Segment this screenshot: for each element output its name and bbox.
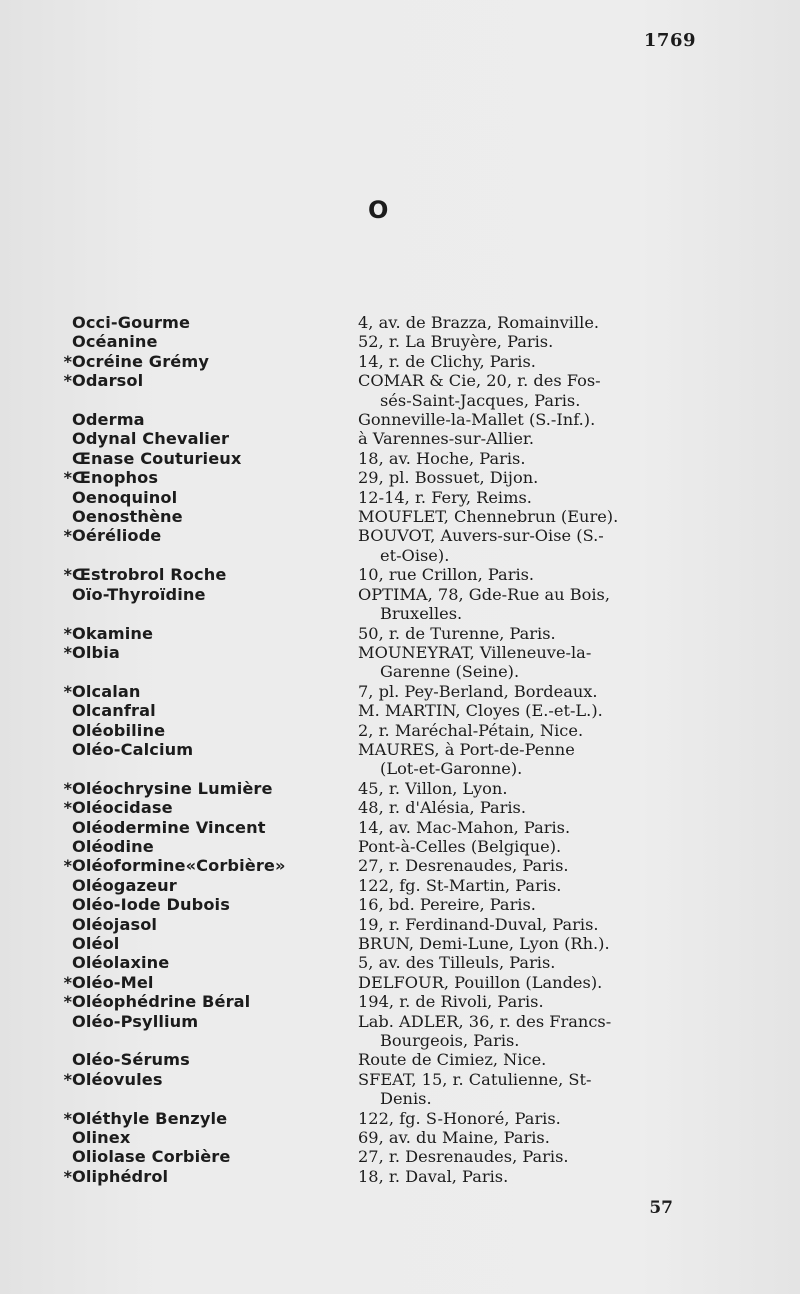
entry-address (358, 1128, 703, 1147)
entry-row (0, 1167, 800, 1186)
entry-address (358, 701, 703, 720)
entry-row (0, 468, 800, 487)
entry-address (358, 1109, 703, 1128)
entry-address-line: 19, r. Ferdinand-Duval, Paris. (358, 914, 599, 934)
entry-row (0, 953, 800, 972)
entry-address (358, 818, 703, 837)
entry-address-line: MOUNEYRAT, Villeneuve-la- (358, 642, 592, 662)
entry-address-line: BOUVOT, Auvers-sur-Oise (S.- (358, 526, 604, 546)
entry-address-line: 50, r. de Turenne, Paris. (358, 623, 556, 643)
entry-address (358, 779, 703, 798)
entry-address (358, 953, 703, 972)
entry-star-marker: * (63, 371, 72, 391)
entry-product-name: Oléo-Psyllium (72, 1011, 199, 1031)
entry-product-name: Oenoquinol (72, 487, 178, 507)
entry-address-line: MOUFLET, Chennebrun (Eure). (358, 507, 619, 527)
entry-address-line: 16, bd. Pereire, Paris. (358, 895, 536, 915)
entry-address-line: 18, r. Daval, Paris. (358, 1166, 509, 1186)
entry-product-name: Œstrobrol Roche (72, 565, 227, 585)
entry-product-name: Oléodermine Vincent (72, 817, 266, 837)
entry-address (358, 740, 703, 779)
entry-row (0, 1070, 800, 1109)
entry-star-marker: * (63, 972, 72, 992)
entry-address-line: 29, pl. Bossuet, Dijon. (358, 468, 539, 488)
entry-address-line: M. MARTIN, Cloyes (E.-et-L.). (358, 701, 603, 721)
entry-address (358, 352, 703, 371)
entry-address-line: 122, fg. S-Honoré, Paris. (358, 1108, 561, 1128)
entry-product-name: Olcanfral (72, 701, 156, 721)
entry-row (0, 721, 800, 740)
entry-address-line: SFEAT, 15, r. Catulienne, St- (358, 1069, 592, 1089)
entry-address (358, 992, 703, 1011)
entry-address-line: et-Oise). (380, 545, 450, 565)
entry-row (0, 1128, 800, 1147)
entry-address (358, 468, 703, 487)
entry-address-line: BRUN, Demi-Lune, Lyon (Rh.). (358, 934, 610, 953)
entry-address (358, 332, 703, 351)
entry-product-name: Occi-Gourme (72, 313, 191, 332)
entry-address-line: 194, r. de Rivoli, Paris. (358, 992, 544, 1012)
entry-address-line: Route de Cimiez, Nice. (358, 1050, 547, 1070)
entry-product-name: Okamine (72, 623, 154, 643)
entry-address (358, 624, 703, 643)
entry-address-line: COMAR & Cie, 20, r. des Fos- (358, 371, 601, 391)
entry-address-line: 45, r. Villon, Lyon. (358, 778, 508, 798)
entry-product-name: Oléo-Calcium (72, 739, 194, 759)
entry-row (0, 488, 800, 507)
entry-address (358, 526, 703, 565)
entry-row (0, 1050, 800, 1069)
entry-address (358, 1147, 703, 1166)
entry-address (358, 507, 703, 526)
entry-address-line: 14, av. Mac-Mahon, Paris. (358, 817, 571, 837)
entry-row (0, 624, 800, 643)
entry-address-line: 7, pl. Pey-Berland, Bordeaux. (358, 681, 598, 701)
entry-address-line: 2, r. Maréchal-Pétain, Nice. (358, 720, 584, 740)
entry-row (0, 818, 800, 837)
entry-address-line: 122, fg. St-Martin, Paris. (358, 875, 562, 895)
entry-row (0, 313, 800, 332)
entry-row (0, 992, 800, 1011)
entry-address (358, 721, 703, 740)
entry-product-name: Oléodine (72, 836, 154, 856)
entry-row (0, 934, 800, 953)
entry-product-name: Oléobiline (72, 720, 166, 740)
entry-address-line: 5, av. des Tilleuls, Paris. (358, 953, 556, 973)
entry-row (0, 565, 800, 584)
entry-address-line: 48, r. d'Alésia, Paris. (358, 798, 527, 818)
entry-product-name: Oléocidase (72, 798, 173, 818)
entry-address-line: DELFOUR, Pouillon (Landes). (358, 972, 603, 992)
entry-product-name: Oléophédrine Béral (72, 992, 251, 1012)
entry-address-line: sés-Saint-Jacques, Paris. (380, 390, 581, 410)
entry-row (0, 371, 800, 410)
entry-address-line: 18, av. Hoche, Paris. (358, 448, 526, 468)
section-letter: O (368, 196, 389, 224)
entry-product-name: Oléovules (72, 1069, 163, 1089)
entry-address (358, 429, 703, 448)
entry-product-name: Oïo-Thyroïdine (72, 584, 206, 604)
entry-row (0, 449, 800, 468)
entry-address (358, 488, 703, 507)
entry-address (358, 856, 703, 875)
entry-address (358, 410, 703, 429)
entry-address-line: 69, av. du Maine, Paris. (358, 1128, 550, 1148)
entry-product-name: Œnophos (72, 468, 159, 488)
entry-address-line: MAURES, à Port-de-Penne (358, 739, 575, 759)
entry-address (358, 895, 703, 914)
entry-address (358, 585, 703, 624)
page-number-top: 1769 (643, 30, 696, 51)
entry-product-name: Oléochrysine Lumière (72, 778, 273, 798)
entry-row (0, 352, 800, 371)
page-number-bottom: 57 (649, 1198, 673, 1218)
entry-star-marker: * (63, 642, 72, 662)
entry-row (0, 856, 800, 875)
entry-star-marker: * (63, 1108, 72, 1128)
entry-row (0, 973, 800, 992)
entry-address-line: Gonneville-la-Mallet (S.-Inf.). (358, 410, 596, 430)
entry-address (358, 915, 703, 934)
entry-row (0, 798, 800, 817)
entry-row (0, 332, 800, 351)
entry-row (0, 643, 800, 682)
entry-address (358, 876, 703, 895)
entry-list (0, 313, 800, 1186)
entry-product-name: Oléthyle Benzyle (72, 1108, 228, 1128)
entry-product-name: Oléol (72, 934, 120, 953)
entry-star-marker: * (63, 992, 72, 1012)
entry-address (358, 1167, 703, 1186)
entry-product-name: Ocréine Grémy (72, 351, 209, 371)
entry-star-marker: * (63, 856, 72, 876)
entry-address (358, 313, 703, 332)
entry-row (0, 837, 800, 856)
entry-row (0, 507, 800, 526)
entry-address (358, 798, 703, 817)
entry-address-line: à Varennes-sur-Allier. (358, 429, 535, 449)
entry-address (358, 449, 703, 468)
entry-row (0, 682, 800, 701)
entry-row (0, 779, 800, 798)
entry-row (0, 585, 800, 624)
entry-product-name: Œnase Couturieux (72, 448, 242, 468)
entry-address (358, 973, 703, 992)
entry-address-line: Garenne (Seine). (380, 662, 520, 682)
entry-address-line: Bourgeois, Paris. (380, 1031, 520, 1051)
entry-row (0, 410, 800, 429)
entry-star-marker: * (63, 798, 72, 818)
entry-address-line: Denis. (380, 1089, 432, 1109)
entry-row (0, 526, 800, 565)
entry-star-marker: * (63, 681, 72, 701)
entry-row (0, 895, 800, 914)
entry-address-line: (Lot-et-Garonne). (380, 759, 523, 779)
entry-row (0, 915, 800, 934)
entry-address-line: 52, r. La Bruyère, Paris. (358, 332, 554, 352)
entry-address-line: OPTIMA, 78, Gde-Rue au Bois, (358, 584, 610, 604)
entry-product-name: Olcalan (72, 681, 141, 701)
entry-row (0, 876, 800, 895)
entry-address (358, 682, 703, 701)
entry-product-name: Oliphédrol (72, 1166, 169, 1186)
entry-product-name: Olinex (72, 1128, 131, 1148)
entry-star-marker: * (63, 1069, 72, 1089)
entry-product-name: Oderma (72, 410, 145, 430)
entry-address-line: 27, r. Desrenaudes, Paris. (358, 1147, 569, 1167)
entry-address-line: 12-14, r. Fery, Reims. (358, 487, 532, 507)
entry-product-name: Oléojasol (72, 914, 158, 934)
entry-product-name: Oléo-Sérums (72, 1050, 190, 1070)
entry-product-name: Oléogazeur (72, 875, 177, 895)
entry-row (0, 429, 800, 448)
entry-address-line: 27, r. Desrenaudes, Paris. (358, 856, 569, 876)
entry-row (0, 701, 800, 720)
entry-star-marker: * (63, 1166, 72, 1186)
entry-address (358, 1012, 703, 1051)
entry-product-name: Oléolaxine (72, 953, 170, 973)
entry-row (0, 740, 800, 779)
entry-product-name: Oenosthène (72, 507, 183, 527)
entry-product-name: Oliolase Corbière (72, 1147, 231, 1167)
entry-address (358, 1050, 703, 1069)
entry-row (0, 1012, 800, 1051)
entry-product-name: Odarsol (72, 371, 144, 391)
entry-address-line: Bruxelles. (380, 604, 463, 624)
entry-product-name: Oléo-Iode Dubois (72, 895, 230, 915)
entry-address (358, 371, 703, 410)
entry-product-name: Oéréliode (72, 526, 162, 546)
entry-row (0, 1109, 800, 1128)
entry-row (0, 1147, 800, 1166)
entry-address-line: Lab. ADLER, 36, r. des Francs- (358, 1011, 612, 1031)
entry-star-marker: * (63, 778, 72, 798)
entry-address (358, 934, 703, 953)
entry-product-name: Olbia (72, 642, 120, 662)
entry-product-name: Océanine (72, 332, 158, 352)
entry-star-marker: * (63, 351, 72, 371)
entry-product-name: Oléo-Mel (72, 972, 154, 992)
entry-star-marker: * (63, 565, 72, 585)
entry-star-marker: * (63, 526, 72, 546)
entry-product-name: Oléoformine«Corbière» (72, 856, 286, 876)
entry-address (358, 1070, 703, 1109)
entry-address-line: 14, r. de Clichy, Paris. (358, 351, 536, 371)
entry-address-line: 4, av. de Brazza, Romainville. (358, 313, 600, 332)
entry-product-name: Odynal Chevalier (72, 429, 230, 449)
entry-address (358, 837, 703, 856)
entry-address-line: 10, rue Crillon, Paris. (358, 565, 535, 585)
entry-star-marker: * (63, 623, 72, 643)
entry-star-marker: * (63, 468, 72, 488)
entry-address (358, 643, 703, 682)
entry-address-line: Pont-à-Celles (Belgique). (358, 836, 562, 856)
entry-address (358, 565, 703, 584)
